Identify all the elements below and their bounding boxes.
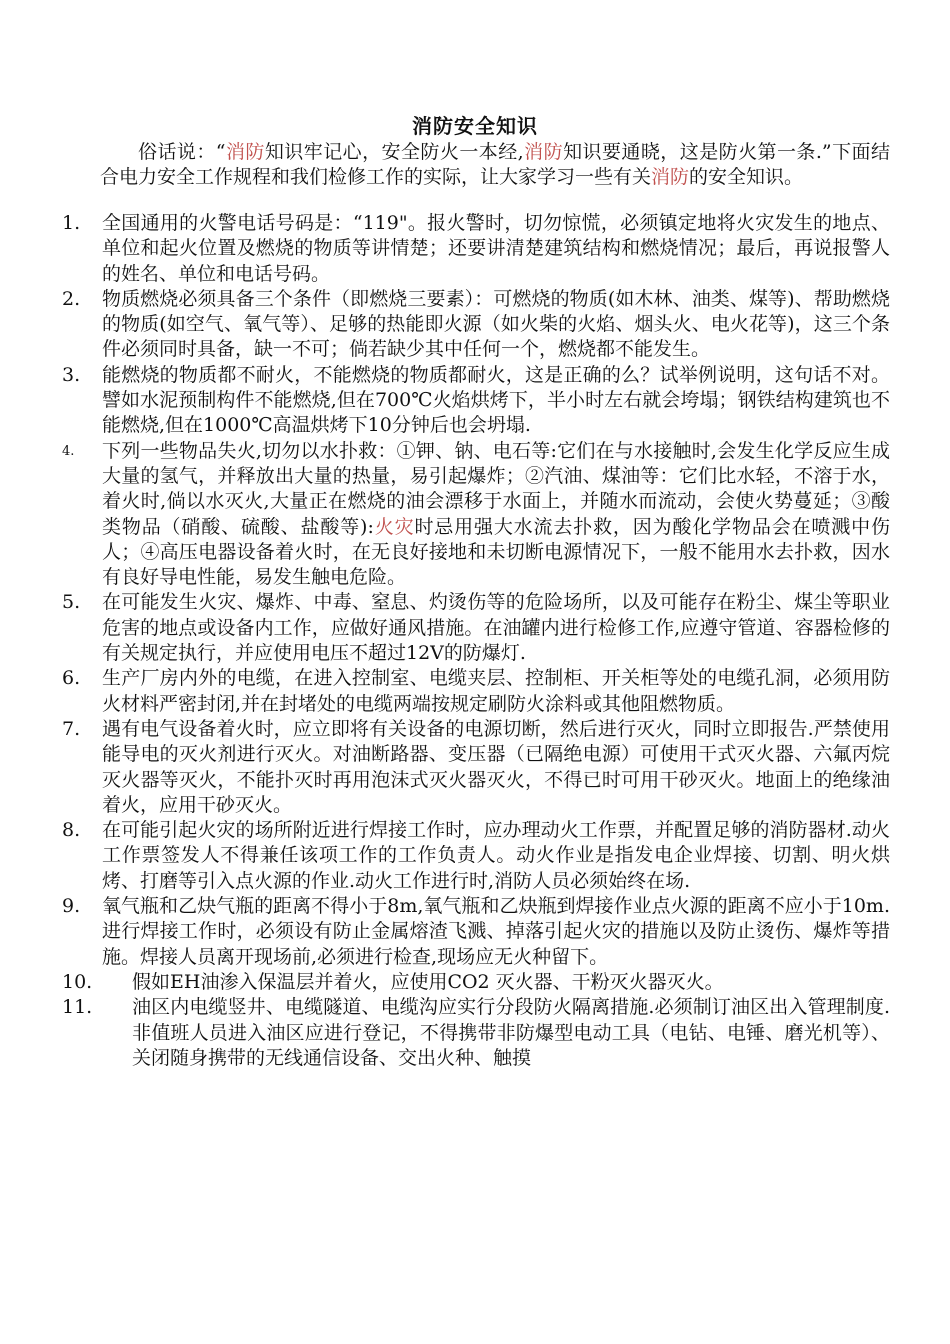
intro-paragraph [100,140,890,190]
intro-text-1: 俗话说：“ [138,141,226,163]
page-title: 消防安全知识 [412,114,538,138]
list-item [62,717,890,818]
intro-text-4: 的安全知识。 [689,166,804,188]
item-text: 遇有电气设备着火时，应立即将有关设备的电源切断，然后进行灭火，同时立即报告.严禁使用能导电的灭火剂进行灭火。对油断路器、变压器（已隔绝电源）可使用干式灭火器、六氟丙烷灭火器等灭火，不能扑灭时再用泡沫式灭火器灭火，不得已时可用干砂灭火。地面上的绝缘油着火，应用干砂灭火。 [102,717,890,816]
item-number: 4. [62,443,75,459]
list-item [62,995,890,1071]
item-number: 10. [62,970,93,993]
item-text: 在可能发生火灾、爆炸、中毒、窒息、灼烫伤等的危险场所，以及可能存在粉尘、煤尘等职业危害的地点或设备内工作，应做好通风措施。在油罐内进行检修工作,应遵守管道、容器检修的有关规定执行，并应使用电压不超过12V的防爆灯. [102,591,890,665]
item-text: 在可能引起火灾的场所附近进行焊接工作时，应办理动火工作票，并配置足够的消防器材.动火工作票签发人不得兼任该项工作的工作负责人。动火作业是指发电企业焊接、切割、明火烘烤、打磨等引入点火源的作业.动火工作进行时,消防人员必须始终在场. [102,819,890,892]
item-text [102,439,890,591]
list-item [62,439,890,591]
intro-text-2: 知识牢记心，安全防火一本经, [264,141,524,163]
item-number: 6. [62,667,81,690]
item-number: 3. [62,363,81,386]
list-item [62,894,890,970]
list-item [62,287,890,363]
item-number: 2. [62,287,81,310]
list-item [62,590,890,666]
item-number: 9. [62,895,81,918]
item-text-part: 时忌用强大水流去扑救，因为酸化学物品会在喷溅中伤人；④高压电器设备着火时，在无良好接地和未切断电源情况下，一般不能用水去扑救，因水有良好导电性能，易发生触电危险。 [102,515,890,589]
intro-text-3: 知识要通晓，这是防火第一条.”下面结合电力安全工作规程和我们检修工作的实际，让大家学习一些有关 [100,141,890,188]
item-text-part: 下列一些物品失火,切勿以水扑救：①钾、钠、电石等:它们在与水接触时,会发生化学反应生成大量的氢气，并释放出大量的热量，易引起爆炸；②汽油、煤油等：它们比水轻，不溶于水，着火时,倘以水灭火,大量正在燃烧的油会漂移于水面上，并随水而流动，会使火势蔓延；③酸类物品（硝酸、硫酸、盐酸等): [102,439,890,538]
list-item [62,666,890,717]
item-text: 能燃烧的物质都不耐火，不能燃烧的物质都耐火，这是正确的么？试举例说明，这句话不对。譬如水泥预制构件不能燃烧,但在700℃火焰烘烤下，半小时左右就会垮塌；钢铁结构建筑也不能燃烧,但在1000℃高温烘烤下10分钟后也会坍塌. [102,363,890,437]
item-number: 7. [62,717,81,740]
item-text: 氧气瓶和乙炔气瓶的距离不得小于8m,氧气瓶和乙炔瓶到焊接作业点火源的距离不应小于10m.进行焊接工作时，必须设有防止金属熔渣飞溅、掉落引起火灾的措施以及防止烫伤、爆炸等措施。焊接人员离开现场前,必须进行检查,现场应无火种留下。 [102,895,890,968]
list-item [62,211,890,287]
item-text: 假如EH油渗入保温层并着火，应使用CO2 灭火器、干粉灭火器灭火。 [132,970,724,993]
intro-highlight-1: 消防 [225,141,265,163]
item-text: 物质燃烧必须具备三个条件（即燃烧三要素）：可燃烧的物质(如木林、油类、煤等)、帮助燃烧的物质(如空气、氧气等）、足够的热能即火源（如火柴的火焰、烟头火、电火花等)，这三个条件必须同时具备，缺一不可；倘若缺少其中任何一个，燃烧都不能发生。 [102,287,890,361]
item-number: 8. [62,819,81,842]
item-text: 油区内电缆竖井、电缆隧道、电缆沟应实行分段防火隔离措施.必须制订油区出入管理制度.非值班人员进入油区应进行登记，不得携带非防爆型电动工具（电钻、电锤、磨光机等）、关闭随身携带的无线通信设备、交出火种、触摸 [132,996,890,1069]
item-number: 1. [62,212,81,234]
intro-highlight-2: 消防 [523,141,564,163]
list-item [62,818,890,894]
item-number: 5. [62,591,81,614]
item-highlight: 火灾 [373,515,415,538]
list-item [62,363,890,439]
item-text: 全国通用的火警电话号码是：“119"。报火警时，切勿惊慌，必须镇定地将火灾发生的地点、单位和起火位置及燃烧的物质等讲情楚；还要讲清楚建筑结构和燃烧情况；最后，再说报警人的姓名、单位和电话号码。 [102,212,890,285]
safety-list [62,211,890,1071]
item-text: 生产厂房内外的电缆，在进入控制室、电缆夹层、控制柜、开关柜等处的电缆孔洞，必须用防火材料严密封闭,并在封堵处的电缆两端按规定刷防火涂料或其他阻燃物质。 [102,667,890,715]
item-number: 11. [62,996,93,1019]
intro-highlight-3: 消防 [651,166,690,188]
list-item [62,970,890,995]
